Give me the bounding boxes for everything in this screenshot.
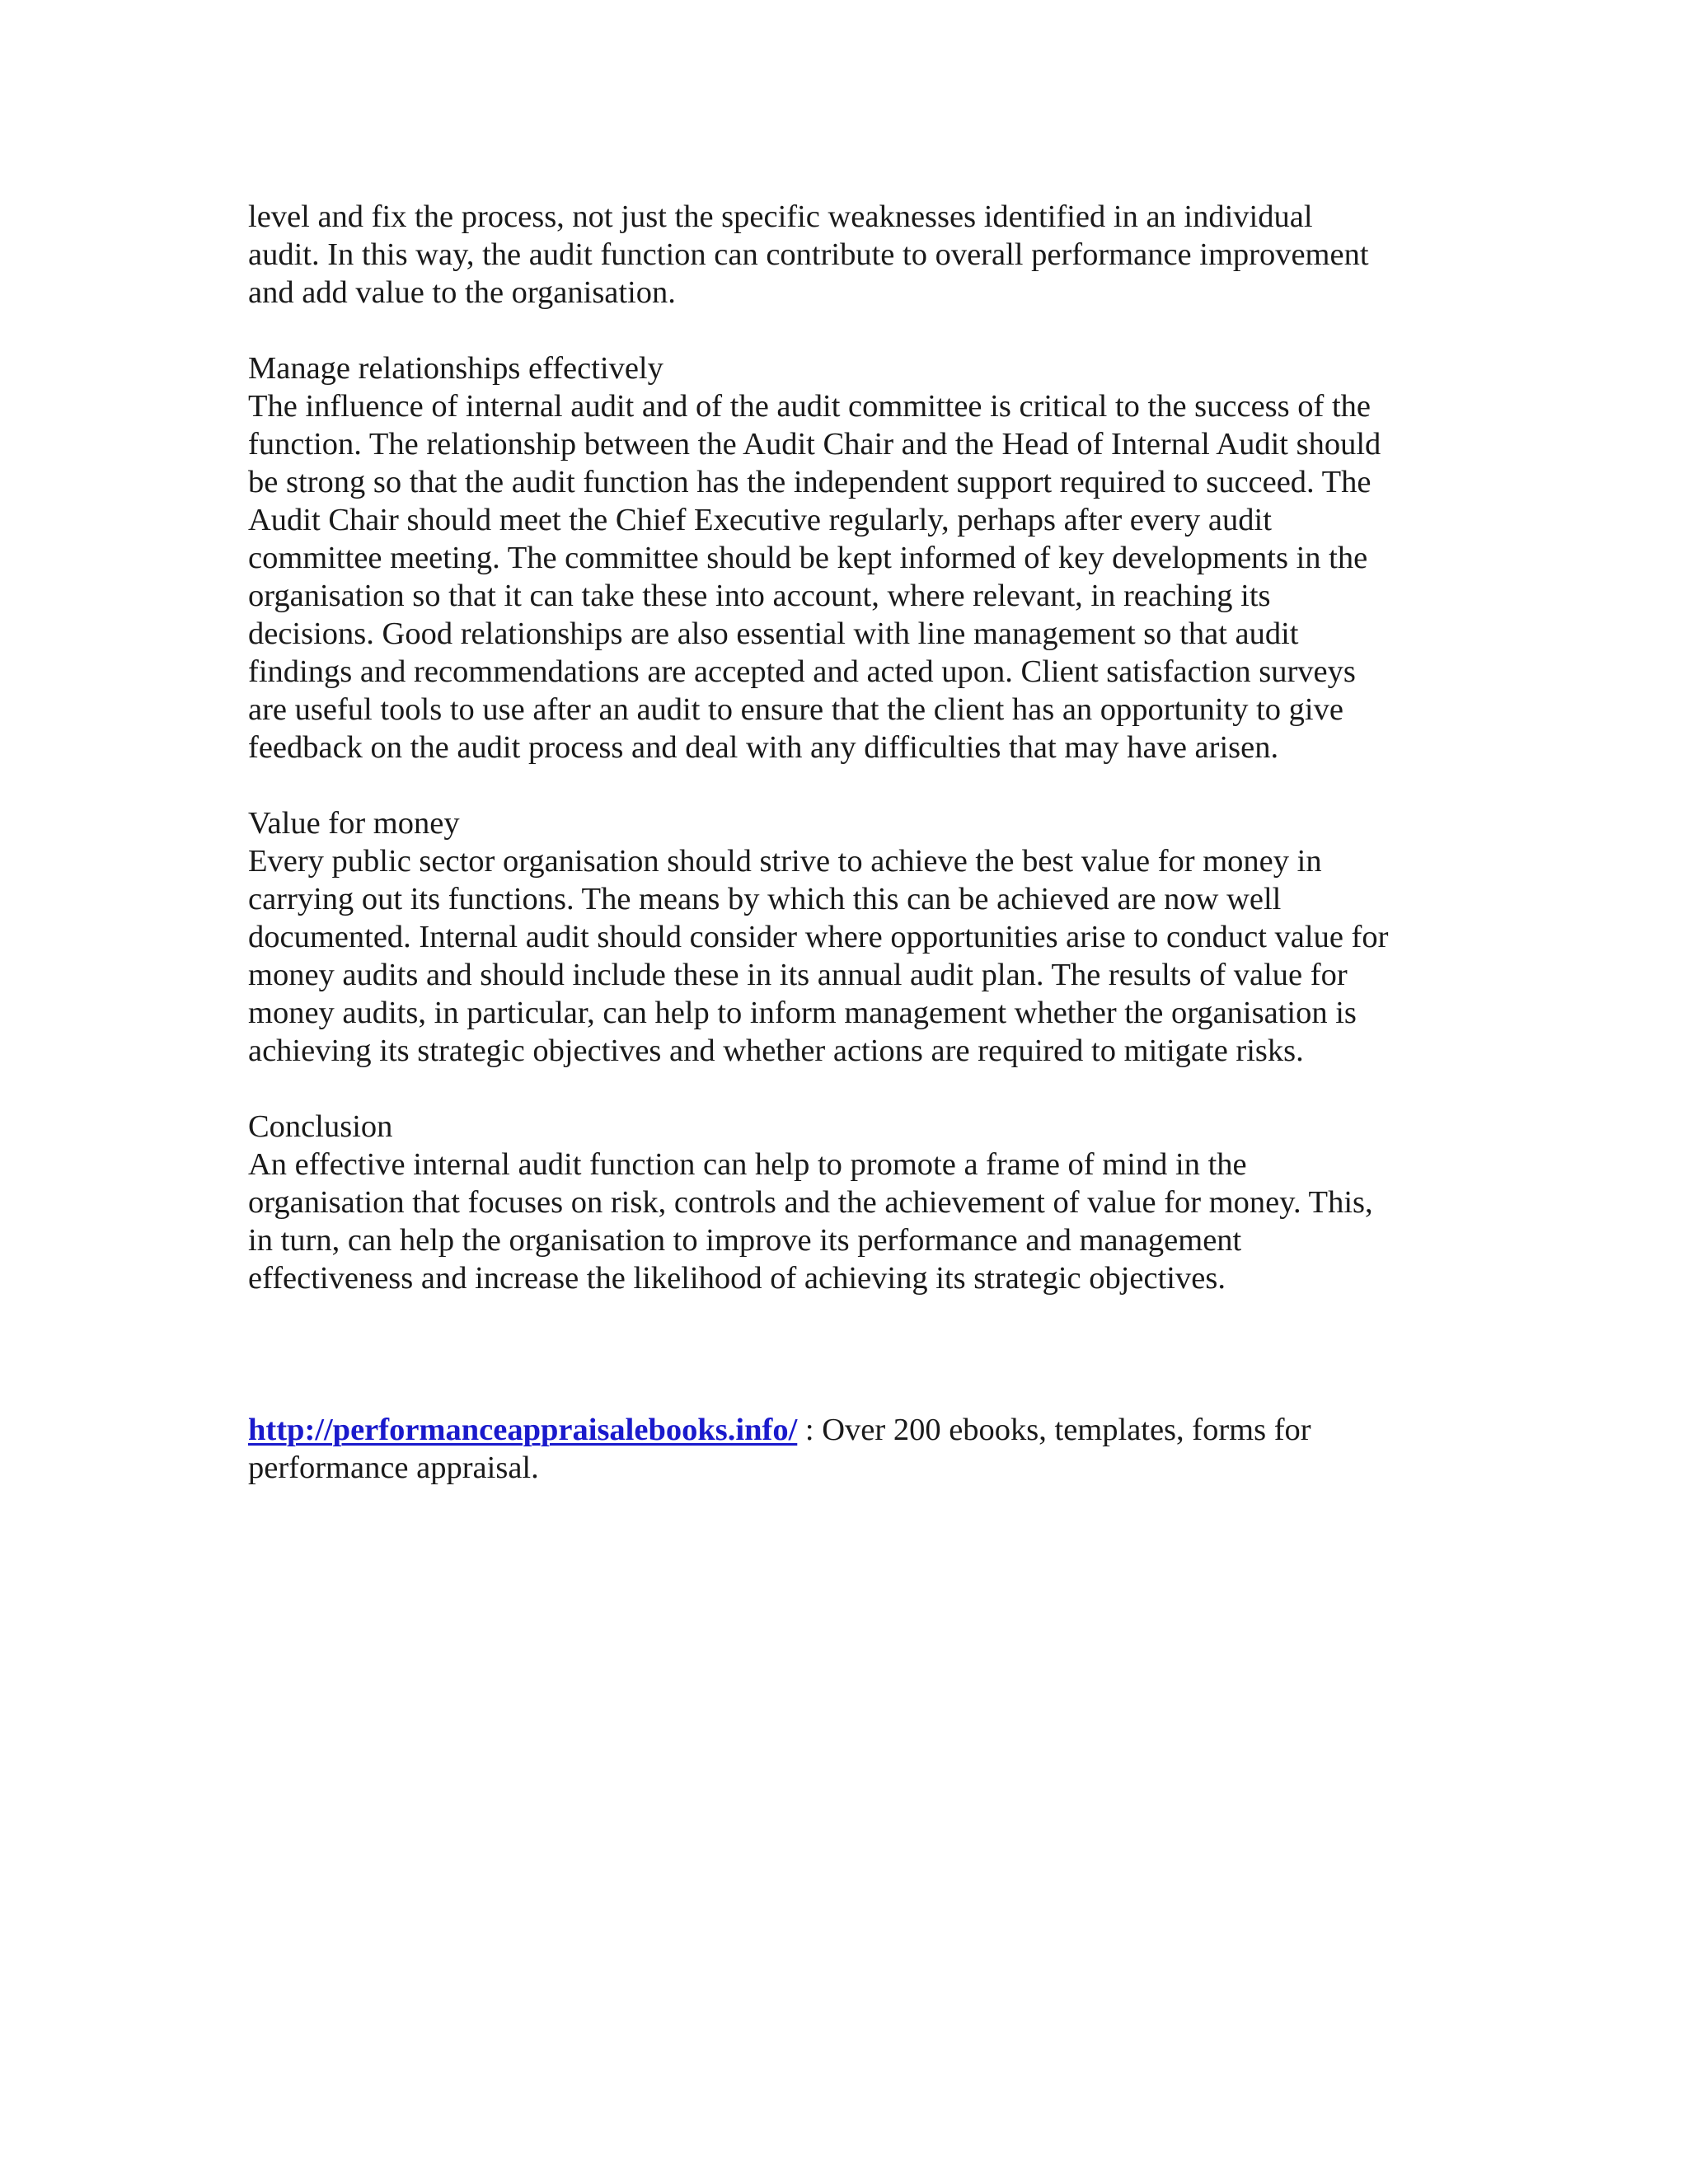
text-line: be strong so that the audit function has the independent support required to succeed. The [248,465,1372,499]
text-line: decisions. Good relationships are also essential with line management so that audit [248,616,1299,651]
section-heading: Value for money [248,806,460,841]
intro-paragraph [248,198,1468,312]
text-line: money audits and should include these in its annual audit plan. The results of value for [248,958,1348,992]
text-line: carrying out its functions. The means by which this can be achieved are now well [248,882,1282,916]
text-line: feedback on the audit process and deal with any difficulties that may have arisen. [248,730,1279,765]
footer-note [248,1411,1468,1487]
text-line: organisation so that it can take these into account, where relevant, in reaching its [248,579,1271,613]
text-line: are useful tools to use after an audit to ensure that the client has an opportunity to give [248,692,1343,727]
text-line: and add value to the organisation. [248,275,676,310]
footer-line [248,1411,1468,1449]
spacer [248,1335,1468,1411]
section-heading: Conclusion [248,1109,393,1144]
section-conclusion [248,1108,1468,1297]
text-line: in turn, can help the organisation to improve its performance and management [248,1223,1242,1258]
footer-text: : Over 200 ebooks, templates, forms for [797,1413,1311,1447]
text-line: achieving its strategic objectives and whether actions are required to mitigate risks. [248,1033,1304,1068]
text-line: Every public sector organisation should strive to achieve the best value for money in [248,844,1322,879]
document-body [248,198,1468,1525]
text-line: The influence of internal audit and of the audit committee is critical to the success of the [248,389,1371,424]
text-line: organisation that focuses on risk, controls and the achievement of value for money. This, [248,1185,1373,1220]
section-manage-relationships [248,349,1468,766]
section-value-for-money [248,804,1468,1070]
text-line: An effective internal audit function can help to promote a frame of mind in the [248,1147,1247,1182]
text-line: audit. In this way, the audit function can contribute to overall performance improvement [248,237,1369,272]
text-line: committee meeting. The committee should be kept informed of key developments in the [248,541,1368,575]
section-heading: Manage relationships effectively [248,351,663,386]
text-line: effectiveness and increase the likelihood of achieving its strategic objectives. [248,1261,1226,1296]
text-line: findings and recommendations are accepted and acted upon. Client satisfaction surveys [248,654,1356,689]
text-line: level and fix the process, not just the specific weaknesses identified in an individual [248,199,1313,234]
text-line: Audit Chair should meet the Chief Executive regularly, perhaps after every audit [248,503,1272,537]
text-line: documented. Internal audit should consider where opportunities arise to conduct value for [248,920,1389,954]
footer-line-2: performance appraisal. [248,1451,539,1485]
text-line: function. The relationship between the Audit Chair and the Head of Internal Audit should [248,427,1381,462]
text-line: money audits, in particular, can help to inform management whether the organisation is [248,996,1357,1030]
ebooks-link[interactable]: http://performanceappraisalebooks.info/ [248,1413,798,1447]
